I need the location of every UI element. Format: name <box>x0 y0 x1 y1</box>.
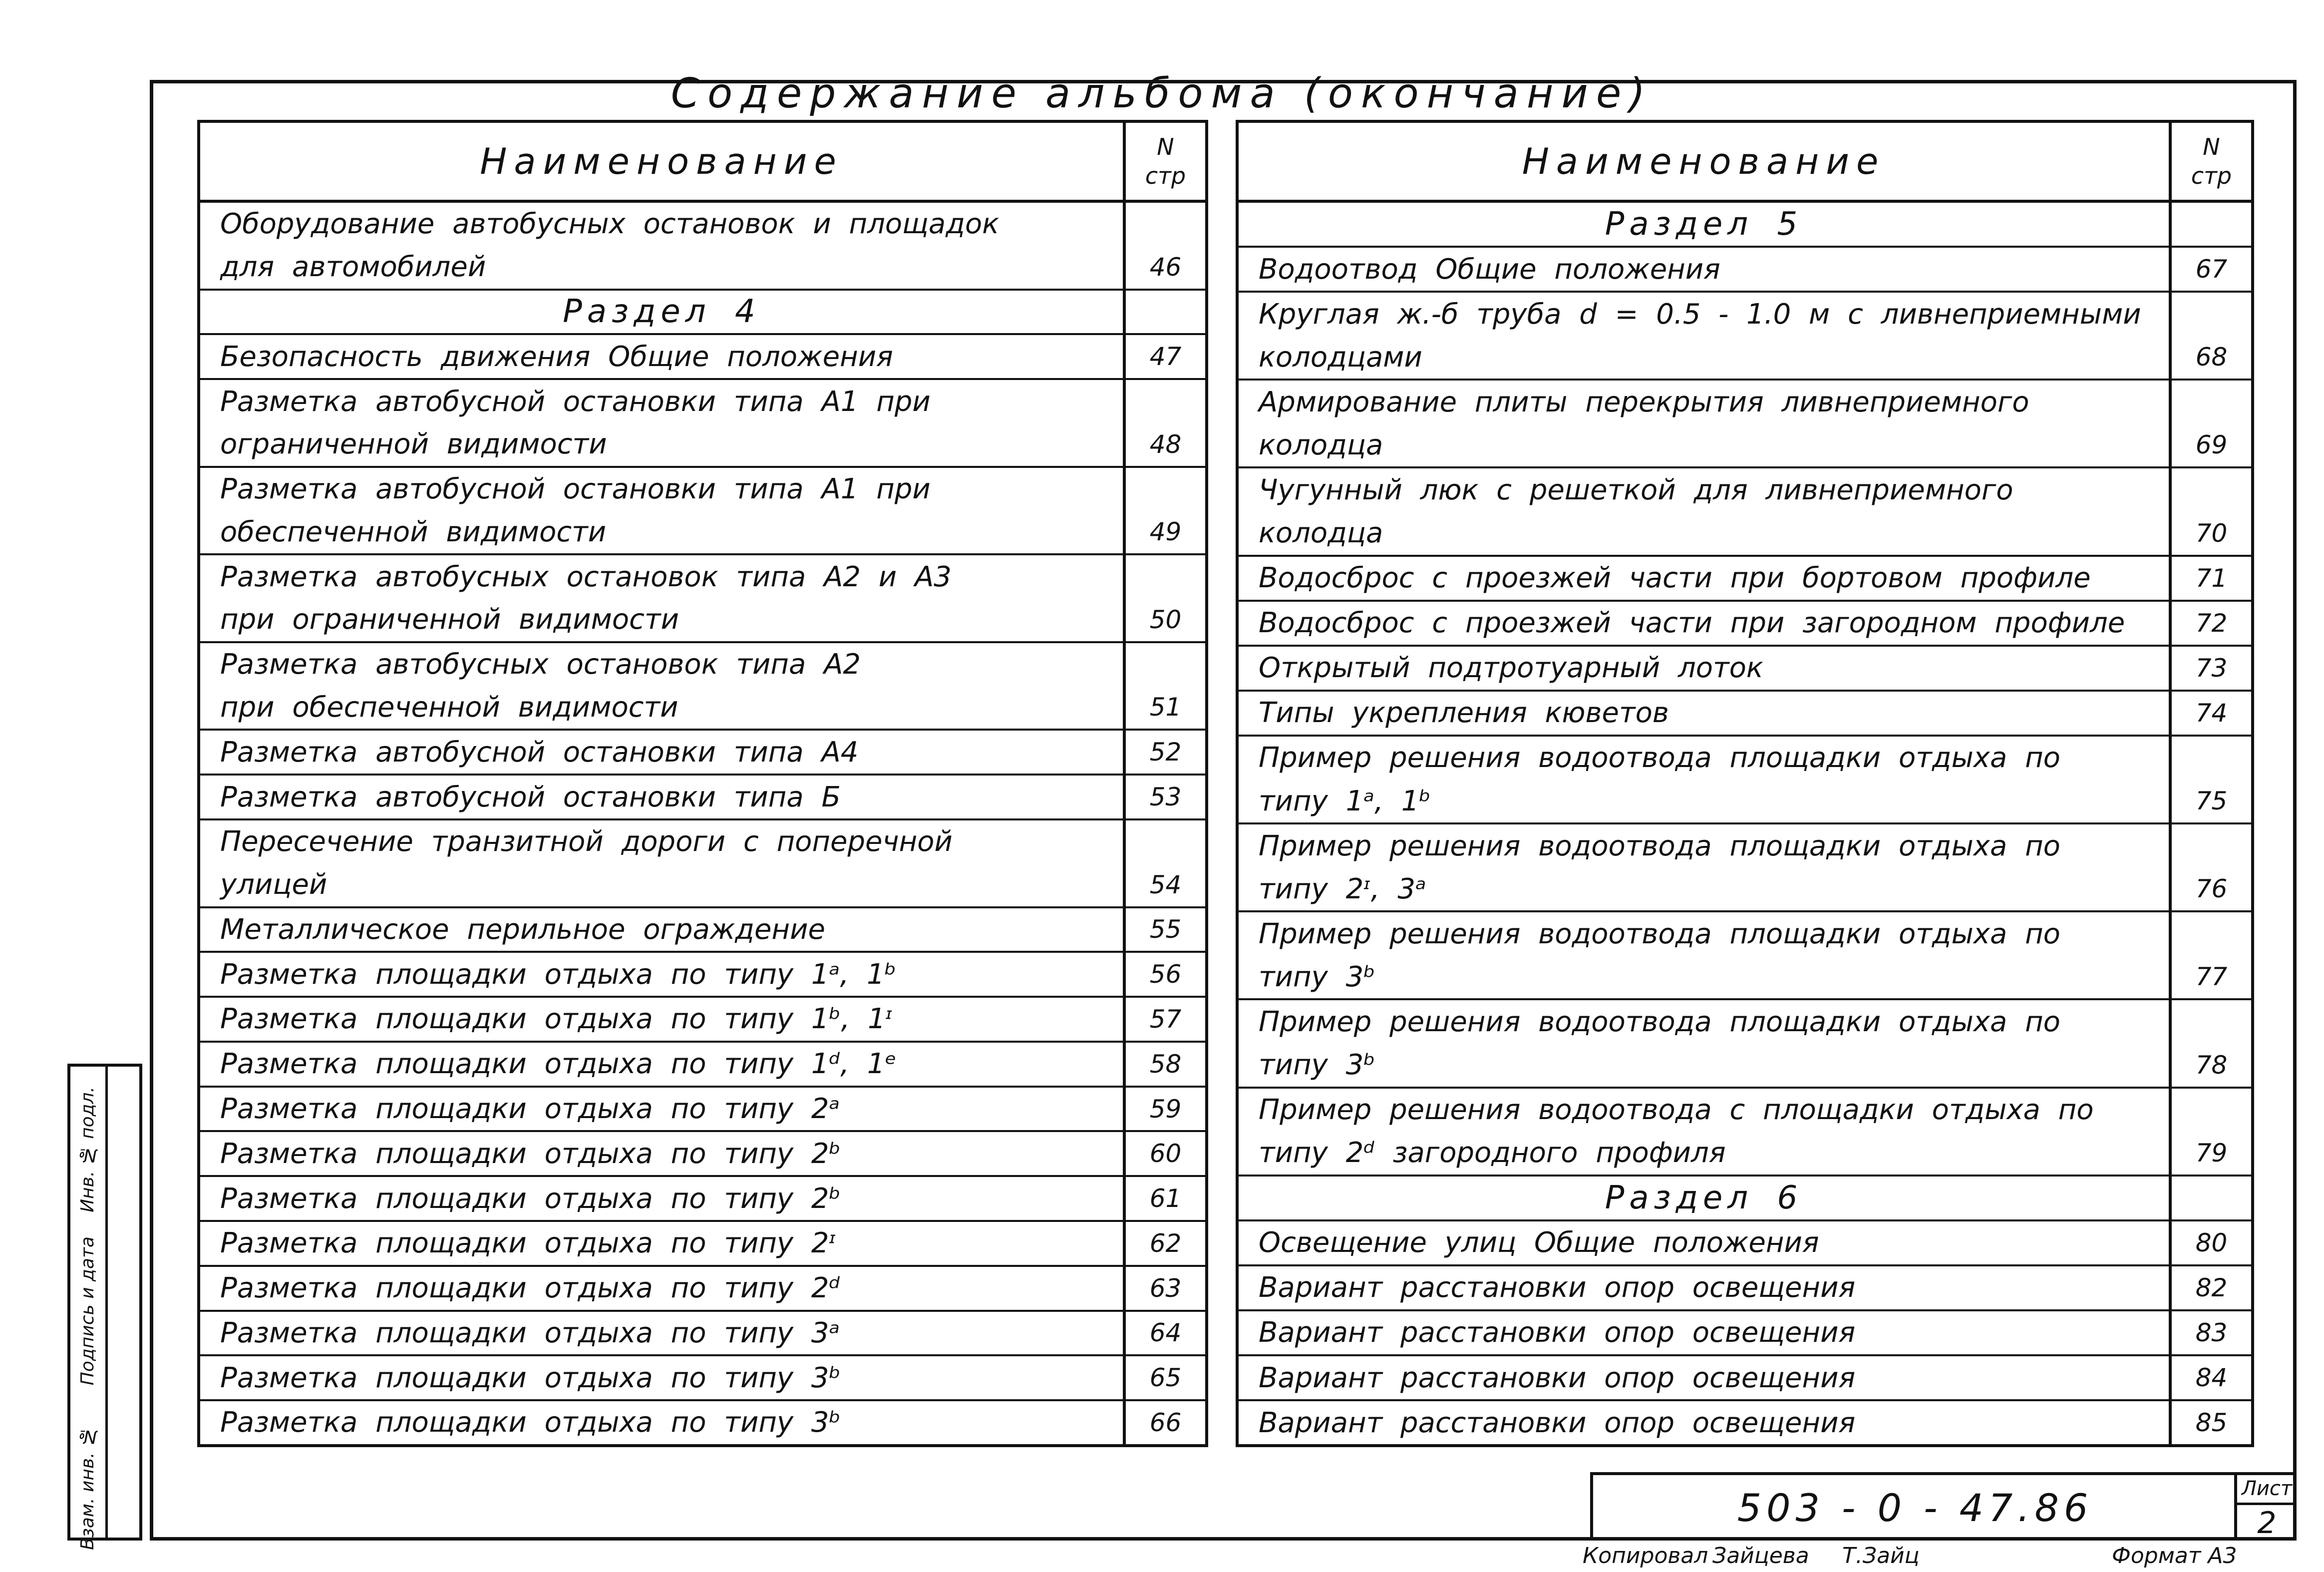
document-code: 503 - 0 - 47.86 <box>1737 1486 2093 1530</box>
contents-row <box>200 1356 1205 1401</box>
sheet-box <box>2234 1475 2297 1541</box>
contents-row <box>1239 381 2251 423</box>
contents-row <box>1239 692 2251 737</box>
contents-row <box>200 555 1205 598</box>
entry-name: Разметка площадки отдыха по типу 2ᵈ <box>220 1272 841 1305</box>
page-number <box>1123 555 1205 598</box>
contents-row <box>200 908 1205 953</box>
entry-name: Пример решения водоотвода с площадки отдыха по <box>1259 1094 2094 1127</box>
side-label-replacement: Взам. инв. № <box>77 1426 98 1550</box>
entry-name: Разметка площадки отдыха по типу 3ᵇ <box>220 1361 841 1394</box>
contents-row <box>1239 955 2251 1000</box>
section-heading-row <box>200 291 1205 336</box>
entry-name: Разметка автобусных остановок типа А2 и А3 <box>220 560 952 593</box>
entry-name: колодца <box>1259 517 1383 550</box>
section-heading: Раздел 4 <box>563 293 760 331</box>
entry-name: Разметка площадки отдыха по типу 2ᵃ <box>220 1093 840 1126</box>
entry-name: Пример решения водоотвода площадки отдыха по <box>1259 829 2060 862</box>
page-number <box>2169 381 2251 423</box>
contents-row <box>200 335 1205 380</box>
contents-row <box>200 863 1205 908</box>
page-number <box>2169 468 2251 511</box>
entry-name: Вариант расстановки опор освещения <box>1259 1316 1856 1349</box>
contents-row <box>1239 1089 2251 1132</box>
contents-row <box>200 998 1205 1043</box>
entry-name: типу 2ᶦ, 3ᵃ <box>1259 872 1426 905</box>
entry-name: Разметка площадки отдыха по типу 3ᵇ <box>220 1406 841 1439</box>
sheet-number: 2 <box>2257 1505 2277 1541</box>
page-number: 65 <box>1123 1356 1205 1399</box>
entry-name: Оборудование автобусных остановок и площадок <box>220 208 999 241</box>
page-number: 54 <box>1123 863 1205 906</box>
contents-row <box>1239 912 2251 955</box>
contents-row <box>200 468 1205 511</box>
contents-row <box>200 643 1205 686</box>
entry-name: колодцами <box>1259 341 1422 374</box>
entry-name: Разметка площадки отдыха по типу 3ᵃ <box>220 1316 840 1349</box>
page-number: 74 <box>2169 692 2251 735</box>
page-number: 80 <box>2169 1221 2251 1264</box>
entry-name: типу 3ᵇ <box>1259 1049 1376 1082</box>
contents-row <box>200 1043 1205 1088</box>
page-number: 84 <box>2169 1356 2251 1399</box>
contents-row <box>1239 1043 2251 1088</box>
page-number <box>2169 1089 2251 1132</box>
entry-name: для автомобилей <box>220 251 486 284</box>
page-number <box>1123 291 1205 334</box>
contents-row <box>1239 1311 2251 1356</box>
copier-name: Зайцева <box>1712 1543 1809 1569</box>
page-column-header: N стр <box>1123 123 1205 200</box>
page-number <box>2169 293 2251 336</box>
entry-name: Водосброс с проезжей части при загородном профиле <box>1259 607 2125 640</box>
page-number <box>1123 820 1205 863</box>
contents-row <box>1239 248 2251 293</box>
page-number <box>1123 468 1205 511</box>
section-heading: Раздел 6 <box>1605 1179 1803 1216</box>
copied-label: Копировал <box>1583 1543 1708 1569</box>
page-number <box>2169 824 2251 867</box>
page-number: 57 <box>1123 998 1205 1041</box>
entry-name: Освещение улиц Общие положения <box>1259 1226 1819 1259</box>
page-number: 73 <box>2169 647 2251 690</box>
entry-name: колодца <box>1259 428 1383 461</box>
contents-row <box>200 203 1205 246</box>
entry-name: Армирование плиты перекрытия ливнеприемного <box>1259 386 2029 418</box>
table-header <box>1239 123 2251 203</box>
page-number: 56 <box>1123 953 1205 996</box>
page-number: 49 <box>1123 510 1205 553</box>
contents-row <box>1239 1356 2251 1401</box>
page-number: 59 <box>1123 1088 1205 1131</box>
contents-row <box>1239 602 2251 647</box>
entry-name: типу 1ᵃ, 1ᵇ <box>1259 785 1431 817</box>
entry-name: ограниченной видимости <box>220 428 607 461</box>
contents-row <box>200 731 1205 776</box>
contents-row <box>200 820 1205 863</box>
page-number: 75 <box>2169 780 2251 822</box>
name-column-header: Наименование <box>480 140 843 182</box>
page-number: 77 <box>2169 955 2251 998</box>
contents-row <box>1239 1266 2251 1311</box>
name-column-header: Наименование <box>1522 140 1886 182</box>
entry-name: Разметка площадки отдыха по типу 1ᵈ, 1ᵉ <box>220 1048 897 1081</box>
page-number: 51 <box>1123 686 1205 729</box>
entry-name: типу 3ᵇ <box>1259 960 1376 993</box>
left-rows <box>200 203 1205 1444</box>
page-number <box>1123 380 1205 423</box>
section-heading: Раздел 5 <box>1605 206 1803 243</box>
page-number <box>2169 1177 2251 1219</box>
entry-name: Разметка площадки отдыха по типу 1ᵃ, 1ᵇ <box>220 958 897 991</box>
contents-row <box>200 598 1205 643</box>
contents-row <box>1239 737 2251 780</box>
entry-name: Разметка автобусной остановки типа Б <box>220 781 841 813</box>
contents-row <box>1239 780 2251 824</box>
entry-name: Типы укрепления кюветов <box>1259 697 1669 730</box>
page-number: 70 <box>2169 512 2251 555</box>
page-number <box>2169 912 2251 955</box>
contents-row <box>200 510 1205 555</box>
side-stamp <box>67 1064 142 1550</box>
contents-table-right <box>1236 120 2254 1447</box>
format-label: Формат А3 <box>2112 1543 2237 1569</box>
contents-row <box>1239 1221 2251 1266</box>
page-number: 52 <box>1123 731 1205 774</box>
entry-name: Разметка автобусной остановки типа А4 <box>220 736 859 769</box>
entry-name: Пример решения водоотвода площадки отдыха по <box>1259 742 2060 775</box>
page-number <box>2169 203 2251 246</box>
page-number: 50 <box>1123 598 1205 641</box>
contents-row <box>200 1401 1205 1444</box>
entry-name: Разметка площадки отдыха по типу 2ᵇ <box>220 1182 841 1215</box>
entry-name: обеспеченной видимости <box>220 515 607 548</box>
contents-row <box>200 380 1205 423</box>
entry-name: при ограниченной видимости <box>220 603 679 636</box>
entry-name: Безопасность движения Общие положения <box>220 340 893 373</box>
contents-row <box>200 686 1205 731</box>
page-number: 83 <box>2169 1311 2251 1354</box>
page-number <box>1123 203 1205 246</box>
entry-name: Пример решения водоотвода площадки отдыха по <box>1259 917 2060 950</box>
contents-row <box>200 1222 1205 1267</box>
page-number <box>2169 1000 2251 1043</box>
sheet-label: Лист <box>2237 1475 2297 1505</box>
entry-name: Разметка автобусной остановки типа А1 при <box>220 473 931 506</box>
page-number <box>2169 737 2251 780</box>
entry-name: Открытый подтротуарный лоток <box>1259 652 1763 685</box>
contents-row <box>200 953 1205 998</box>
contents-row <box>1239 647 2251 692</box>
section-heading-row <box>1239 203 2251 248</box>
contents-row <box>1239 1132 2251 1177</box>
contents-row <box>1239 423 2251 468</box>
copier-signature: Т.Зайц <box>1842 1543 1920 1569</box>
contents-row <box>200 423 1205 468</box>
page-number: 82 <box>2169 1266 2251 1309</box>
entry-name: Разметка автобусных остановок типа А2 <box>220 648 861 681</box>
contents-row <box>1239 1000 2251 1043</box>
entry-name: Вариант расстановки опор освещения <box>1259 1406 1856 1439</box>
contents-row <box>200 1177 1205 1222</box>
page-number: 85 <box>2169 1401 2251 1444</box>
entry-name: Водосброс с проезжей части при бортовом профиле <box>1259 562 2091 595</box>
entry-name: Круглая ж.-б труба d = 0.5 - 1.0 м с ливнеприемными <box>1259 298 2141 331</box>
contents-row <box>200 776 1205 820</box>
page-number: 46 <box>1123 246 1205 289</box>
contents-row <box>1239 293 2251 336</box>
contents-row <box>1239 336 2251 381</box>
entry-name: типу 2ᵈ загородного профиля <box>1259 1137 1726 1170</box>
contents-row <box>1239 557 2251 602</box>
contents-row <box>200 1132 1205 1177</box>
entry-name: Металлическое перильное ограждение <box>220 913 825 946</box>
page-number <box>1123 643 1205 686</box>
entry-name: улицей <box>220 868 328 901</box>
page-number: 79 <box>2169 1132 2251 1175</box>
page-number: 55 <box>1123 908 1205 951</box>
page-number: 67 <box>2169 248 2251 291</box>
side-label-inventory: Инв. № подл. <box>77 1087 98 1212</box>
page-number: 53 <box>1123 776 1205 818</box>
page-column-header: N стр <box>2169 123 2251 200</box>
page-number: 47 <box>1123 335 1205 378</box>
side-label-signature: Подпись и дата <box>77 1236 98 1386</box>
contents-table-left <box>197 120 1208 1447</box>
contents-row <box>200 1088 1205 1133</box>
entry-name: Чугунный люк с решеткой для ливнеприемного <box>1259 474 2013 506</box>
section-heading-row <box>1239 1177 2251 1221</box>
page-number: 64 <box>1123 1312 1205 1355</box>
page-number: 72 <box>2169 602 2251 645</box>
contents-row <box>200 246 1205 291</box>
page-number: 78 <box>2169 1043 2251 1086</box>
page-title: Содержание альбома (окончание) <box>670 70 1654 117</box>
table-header <box>200 123 1205 203</box>
page-number: 66 <box>1123 1401 1205 1444</box>
contents-row <box>1239 512 2251 557</box>
contents-row <box>1239 824 2251 867</box>
entry-name: Водоотвод Общие положения <box>1259 253 1720 286</box>
contents-row <box>200 1267 1205 1312</box>
entry-name: Пример решения водоотвода площадки отдыха по <box>1259 1005 2060 1038</box>
entry-name: Разметка площадки отдыха по типу 2ᶦ <box>220 1227 837 1260</box>
entry-name: Разметка автобусной остановки типа А1 при <box>220 385 931 418</box>
contents-row <box>200 1312 1205 1357</box>
contents-row <box>1239 1401 2251 1444</box>
contents-row <box>1239 867 2251 912</box>
page-number: 68 <box>2169 336 2251 379</box>
page-number: 48 <box>1123 423 1205 466</box>
entry-name: Разметка площадки отдыха по типу 2ᵇ <box>220 1137 841 1170</box>
entry-name: Вариант расстановки опор освещения <box>1259 1271 1856 1304</box>
page-number: 62 <box>1123 1222 1205 1265</box>
page-number: 76 <box>2169 867 2251 910</box>
page-number: 71 <box>2169 557 2251 600</box>
title-block <box>1590 1472 2297 1541</box>
right-rows <box>1239 203 2251 1444</box>
page-number: 63 <box>1123 1267 1205 1310</box>
page-number: 60 <box>1123 1132 1205 1175</box>
entry-name: при обеспеченной видимости <box>220 691 678 724</box>
page-number: 58 <box>1123 1043 1205 1086</box>
entry-name: Вариант расстановки опор освещения <box>1259 1361 1856 1394</box>
contents-row <box>1239 468 2251 511</box>
entry-name: Разметка площадки отдыха по типу 1ᵇ, 1ᶦ <box>220 1003 893 1036</box>
page-number: 69 <box>2169 423 2251 466</box>
page-number: 61 <box>1123 1177 1205 1220</box>
entry-name: Пересечение транзитной дороги с поперечной <box>220 825 953 858</box>
